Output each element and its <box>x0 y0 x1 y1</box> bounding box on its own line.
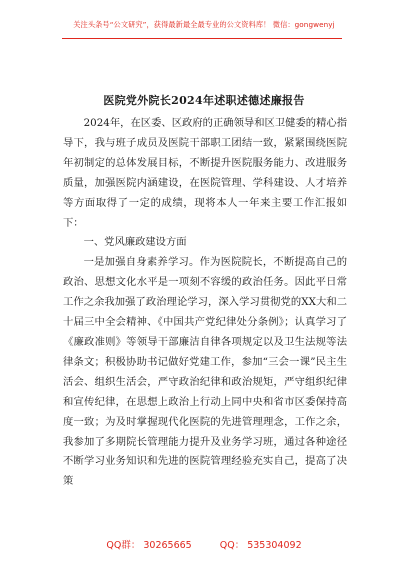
footer-qq: QQ： 535304092 <box>219 540 302 551</box>
footer-qq-group: QQ群： 30265665 <box>106 540 192 551</box>
header-notice: 关注头条号“公文研究”，获得最新最全最专业的公文资料库！ 微信：gongwenyj <box>73 20 335 29</box>
paragraph-intro: 2024年，在区委、区政府的正确领导和区卫健委的精心指导下，我与班子成员及医院干部职工团结一致，紧紧围绕医院年初制定的总体发展目标，不断提升医院服务能力、改进服务质量，加强医院内涵建设，在医院管理、学科建设、人才培养等方面取得了一定的成绩，现将本人一年来主要工作汇报如下： <box>63 117 347 229</box>
header-divider <box>62 38 342 39</box>
section-heading: 一、党风廉政建设方面 <box>83 236 187 249</box>
document-title: 医院党外院长2024年述职述德述廉报告 <box>103 94 305 107</box>
footer-contact <box>0 537 408 551</box>
document-body <box>63 114 347 492</box>
paragraph-self-study: 一是加强自身素养学习。作为医院院长，不断提高自己的政治、思想文化水平是一项刻不容缓的政治任务。因此平日常工作之余我加强了政治理论学习，深入学习贯彻党的XX大和二十届三中全会精神、《中国共产党纪律处分条例》；认真学习了《廉政准则》等领导干部廉洁自律各项规定以及卫生法规等法律条文；积极协助书记做好党建工作，参加“三会一课”民主生活会、组织生活会，严守政治纪律和政治规矩，严守组织纪律和宣传纪律，在思想上政治上行动上同中央和省市区委保持高度一致；为及时掌握现代化医院的先进管理理念，工作之余，我参加了多期院长管理能力提升及业务学习班，通过各种途径不断学习业务知识和先进的医院管理经验充实自己，提高了决策 <box>63 256 347 488</box>
